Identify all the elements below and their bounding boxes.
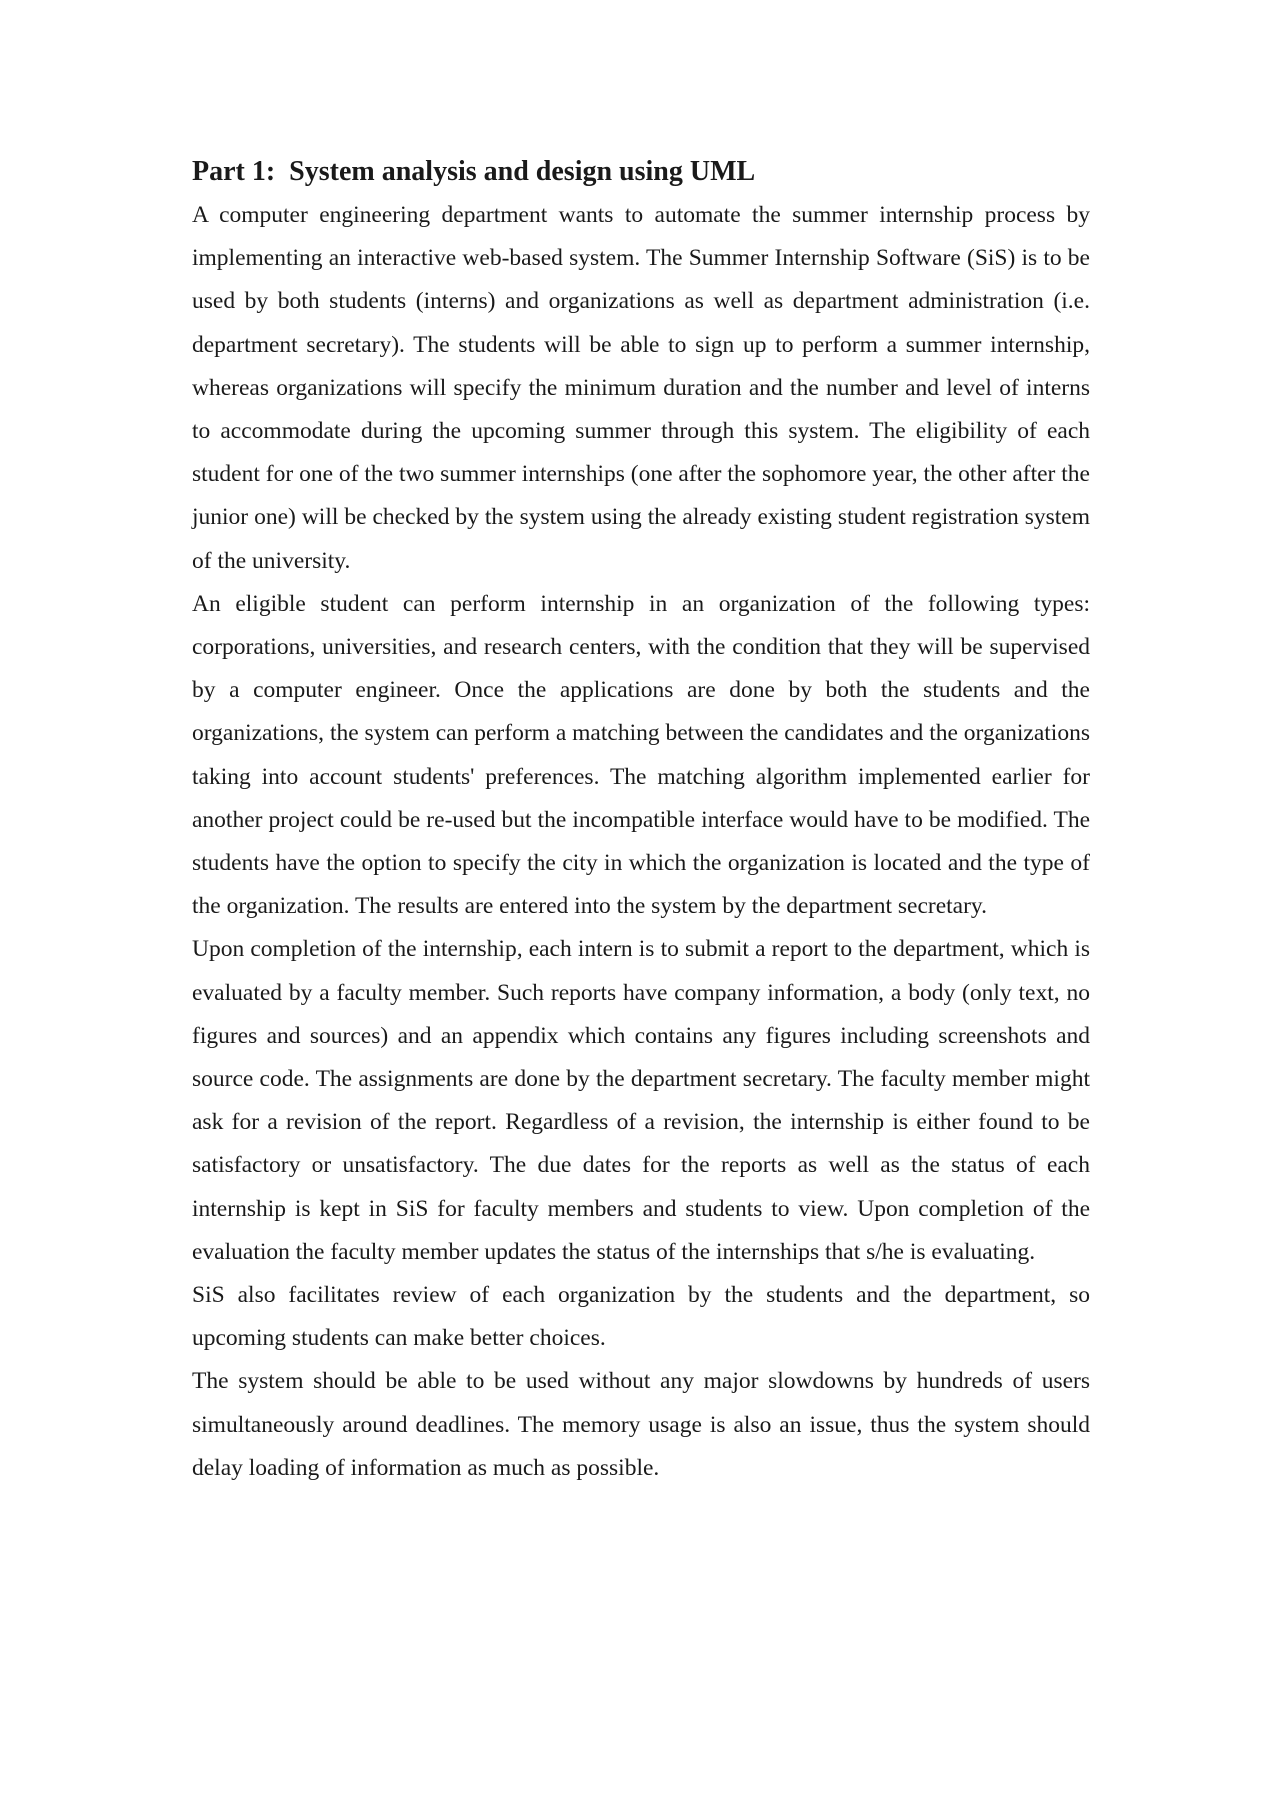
section-heading: Part 1: System analysis and design using UML xyxy=(192,156,756,187)
paragraph-overview: A computer engineering department wants to automate the summer internship process by implementing an interactive web-based system. The Summer Internship Software (SiS) is to be used by both students (interns) and organizations as well as department administration (i.e. department secretary). The students will be able to sign up to perform a summer internship, whereas organizations will specify the minimum duration and the number and level of interns to accommodate during the upcoming summer through this system. The eligibility of each student for one of the two summer internships (one after the sophomore year, the other after the junior one) will be checked by the system using the already existing student registration system of the university. xyxy=(192,202,1090,574)
paragraph-reviews: SiS also facilitates review of each organization by the students and the department, so upcoming students can make better choices. xyxy=(192,1282,1090,1352)
paragraph-performance: The system should be able to be used without any major slowdowns by hundreds of users simultaneously around deadlines. The memory usage is also an issue, thus the system should delay loading of information as much as possible. xyxy=(192,1368,1090,1481)
paragraph-matching: An eligible student can perform internship in an organization of the following types: corporations, universities, and research centers, with the condition that they will be supervised by a computer engineer. Once the applications are done by both the students and the organizations, the system can perform a matching between the candidates and the organizations taking into account students' preferences. The matching algorithm implemented earlier for another project could be re-used but the incompatible interface would have to be modified. The students have the option to specify the city in which the organization is located and the type of the organization. The results are entered into the system by the department secretary. xyxy=(192,590,1090,920)
paragraph-reports: Upon completion of the internship, each intern is to submit a report to the department, which is evaluated by a faculty member. Such reports have company information, a body (only text, no figures and sources) and an appendix which contains any figures including screenshots and source code. The assignments are done by the department secretary. The faculty member might ask for a revision of the report. Regardless of a revision, the internship is either found to be satisfactory or unsatisfactory. The due dates for the reports as well as the status of each internship is kept in SiS for faculty members and students to view. Upon completion of the evaluation the faculty member updates the status of the internships that s/he is evaluating. xyxy=(192,936,1090,1265)
document-page xyxy=(192,150,1090,1490)
